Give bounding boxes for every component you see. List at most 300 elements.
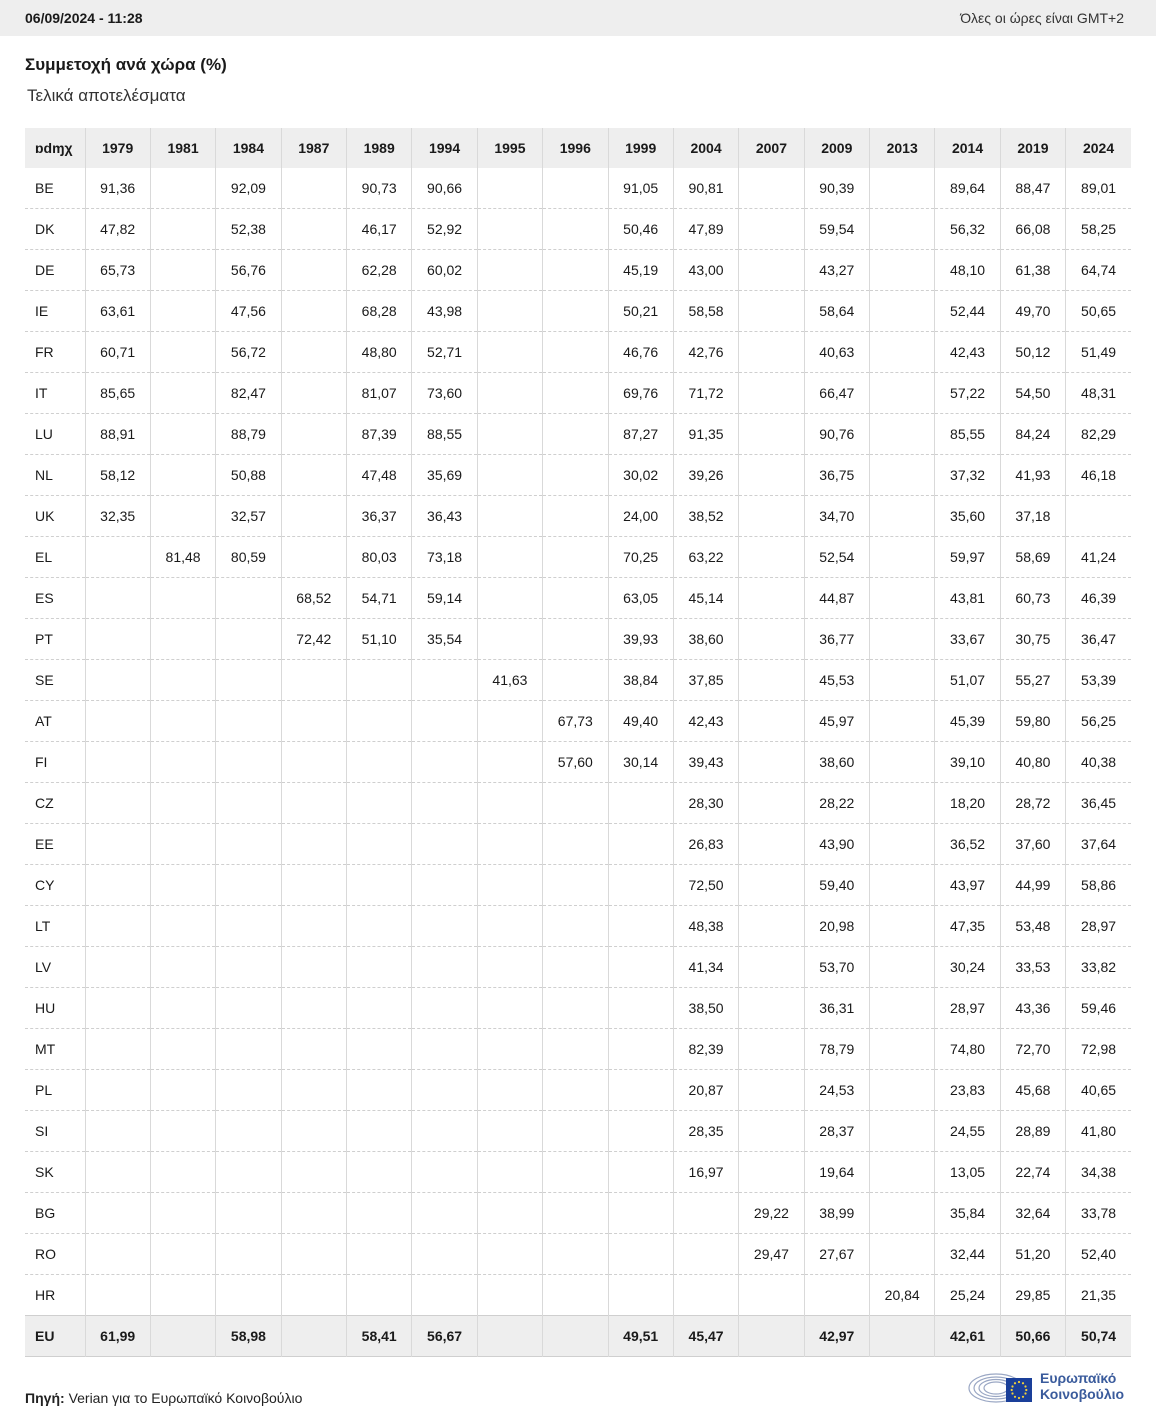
table-cell: 80,59 bbox=[216, 537, 281, 578]
table-cell: 43,98 bbox=[412, 291, 477, 332]
table-cell: 50,46 bbox=[608, 209, 673, 250]
logo-line-2: Κοινοβούλιο bbox=[1040, 1386, 1125, 1402]
table-cell bbox=[477, 209, 542, 250]
table-cell bbox=[477, 742, 542, 783]
table-cell bbox=[870, 824, 935, 865]
table-cell: 30,24 bbox=[935, 947, 1000, 988]
table-cell bbox=[477, 291, 542, 332]
table-cell bbox=[543, 865, 608, 906]
table-row bbox=[25, 824, 1131, 865]
table-cell: 52,40 bbox=[1066, 1234, 1131, 1275]
table-cell: 36,47 bbox=[1066, 619, 1131, 660]
table-cell bbox=[412, 1234, 477, 1275]
table-cell bbox=[870, 865, 935, 906]
table-cell: 45,39 bbox=[935, 701, 1000, 742]
table-cell bbox=[281, 865, 346, 906]
table-cell bbox=[347, 824, 412, 865]
total-cell: 61,99 bbox=[85, 1316, 150, 1357]
table-cell: 41,24 bbox=[1066, 537, 1131, 578]
table-cell bbox=[543, 1275, 608, 1316]
table-cell: 62,28 bbox=[347, 250, 412, 291]
table-cell: 67,73 bbox=[543, 701, 608, 742]
table-cell bbox=[150, 701, 215, 742]
table-cell bbox=[870, 1193, 935, 1234]
table-cell bbox=[412, 1193, 477, 1234]
table-cell bbox=[477, 578, 542, 619]
table-cell bbox=[543, 455, 608, 496]
table-cell: 29,85 bbox=[1000, 1275, 1065, 1316]
total-cell: 50,66 bbox=[1000, 1316, 1065, 1357]
table-cell bbox=[673, 1193, 738, 1234]
table-cell bbox=[870, 537, 935, 578]
table-cell: 90,73 bbox=[347, 168, 412, 209]
table-cell: 63,22 bbox=[673, 537, 738, 578]
table-cell: 22,74 bbox=[1000, 1152, 1065, 1193]
table-cell bbox=[477, 455, 542, 496]
table-cell: 47,56 bbox=[216, 291, 281, 332]
table-cell bbox=[1066, 496, 1131, 537]
table-cell: 45,14 bbox=[673, 578, 738, 619]
table-cell bbox=[85, 988, 150, 1029]
table-cell bbox=[477, 537, 542, 578]
table-cell bbox=[739, 291, 804, 332]
table-cell: 36,31 bbox=[804, 988, 869, 1029]
table-cell: 37,32 bbox=[935, 455, 1000, 496]
table-cell: 50,65 bbox=[1066, 291, 1131, 332]
table-cell: 46,18 bbox=[1066, 455, 1131, 496]
table-cell: 40,63 bbox=[804, 332, 869, 373]
table-cell: 13,05 bbox=[935, 1152, 1000, 1193]
table-cell bbox=[608, 906, 673, 947]
table-cell: 46,39 bbox=[1066, 578, 1131, 619]
table-cell bbox=[281, 455, 346, 496]
table-cell bbox=[281, 701, 346, 742]
table-cell: 55,27 bbox=[1000, 660, 1065, 701]
table-cell: 47,35 bbox=[935, 906, 1000, 947]
table-cell: 20,87 bbox=[673, 1070, 738, 1111]
table-cell bbox=[85, 578, 150, 619]
column-header-2007: 2007 bbox=[739, 128, 804, 168]
table-cell: 36,75 bbox=[804, 455, 869, 496]
table-cell bbox=[85, 947, 150, 988]
table-cell bbox=[85, 701, 150, 742]
table-cell bbox=[216, 742, 281, 783]
table-cell bbox=[543, 209, 608, 250]
table-cell bbox=[870, 947, 935, 988]
table-cell bbox=[281, 1070, 346, 1111]
table-cell bbox=[281, 496, 346, 537]
table-cell bbox=[739, 496, 804, 537]
source-note bbox=[25, 1390, 302, 1406]
table-cell bbox=[216, 1152, 281, 1193]
table-cell bbox=[477, 783, 542, 824]
table-cell: 71,72 bbox=[673, 373, 738, 414]
country-code: EE bbox=[35, 836, 54, 852]
table-cell bbox=[739, 250, 804, 291]
table-cell bbox=[870, 578, 935, 619]
country-code: HU bbox=[35, 1000, 56, 1016]
table-cell bbox=[870, 291, 935, 332]
total-cell: 45,47 bbox=[673, 1316, 738, 1357]
table-cell: 39,10 bbox=[935, 742, 1000, 783]
turnout-table bbox=[25, 128, 1131, 1357]
country-code: LU bbox=[35, 426, 53, 442]
table-cell: 81,48 bbox=[150, 537, 215, 578]
table-cell: 43,90 bbox=[804, 824, 869, 865]
table-cell: 39,43 bbox=[673, 742, 738, 783]
table-cell bbox=[347, 1070, 412, 1111]
table-cell: 52,71 bbox=[412, 332, 477, 373]
table-cell bbox=[150, 1152, 215, 1193]
table-cell bbox=[543, 988, 608, 1029]
country-code: PT bbox=[35, 631, 53, 647]
country-code: FR bbox=[35, 344, 54, 360]
country-code: MT bbox=[35, 1041, 56, 1057]
table-row bbox=[25, 1070, 1131, 1111]
table-cell: 30,14 bbox=[608, 742, 673, 783]
column-header-2009: 2009 bbox=[804, 128, 869, 168]
table-cell bbox=[412, 660, 477, 701]
table-cell bbox=[739, 824, 804, 865]
table-cell bbox=[281, 1193, 346, 1234]
table-cell: 42,43 bbox=[673, 701, 738, 742]
table-cell bbox=[281, 291, 346, 332]
total-cell bbox=[281, 1316, 346, 1357]
table-cell bbox=[870, 1234, 935, 1275]
table-cell: 59,97 bbox=[935, 537, 1000, 578]
table-cell: 26,83 bbox=[673, 824, 738, 865]
table-cell bbox=[739, 373, 804, 414]
table-cell: 35,69 bbox=[412, 455, 477, 496]
table-row bbox=[25, 783, 1131, 824]
table-cell: 41,93 bbox=[1000, 455, 1065, 496]
table-cell bbox=[477, 250, 542, 291]
table-row bbox=[25, 1029, 1131, 1070]
table-cell: 42,43 bbox=[935, 332, 1000, 373]
table-cell bbox=[870, 660, 935, 701]
table-cell bbox=[543, 1111, 608, 1152]
table-cell: 78,79 bbox=[804, 1029, 869, 1070]
table-cell bbox=[543, 947, 608, 988]
table-cell: 45,53 bbox=[804, 660, 869, 701]
table-cell bbox=[870, 783, 935, 824]
table-cell bbox=[281, 1152, 346, 1193]
country-code: DE bbox=[35, 262, 55, 278]
total-cell: 56,67 bbox=[412, 1316, 477, 1357]
total-cell: 50,74 bbox=[1066, 1316, 1131, 1357]
table-cell bbox=[150, 947, 215, 988]
table-cell: 43,00 bbox=[673, 250, 738, 291]
table-cell bbox=[608, 988, 673, 1029]
table-cell bbox=[281, 783, 346, 824]
table-cell: 56,72 bbox=[216, 332, 281, 373]
table-cell: 90,76 bbox=[804, 414, 869, 455]
table-cell bbox=[608, 1275, 673, 1316]
table-cell bbox=[870, 250, 935, 291]
table-cell: 40,80 bbox=[1000, 742, 1065, 783]
table-cell: 88,47 bbox=[1000, 168, 1065, 209]
table-cell bbox=[673, 1234, 738, 1275]
table-cell bbox=[739, 701, 804, 742]
table-cell bbox=[150, 1111, 215, 1152]
table-cell: 72,42 bbox=[281, 619, 346, 660]
table-cell: 40,65 bbox=[1066, 1070, 1131, 1111]
column-header-2014: 2014 bbox=[935, 128, 1000, 168]
table-cell bbox=[216, 619, 281, 660]
table-cell bbox=[85, 619, 150, 660]
table-row bbox=[25, 742, 1131, 783]
table-cell: 58,25 bbox=[1066, 209, 1131, 250]
table-cell bbox=[150, 578, 215, 619]
table-cell: 82,29 bbox=[1066, 414, 1131, 455]
table-cell: 66,47 bbox=[804, 373, 869, 414]
table-cell bbox=[543, 414, 608, 455]
total-label: EU bbox=[35, 1328, 55, 1344]
table-cell bbox=[477, 1029, 542, 1070]
column-header-2013: 2013 bbox=[870, 128, 935, 168]
table-cell: 36,37 bbox=[347, 496, 412, 537]
table-cell bbox=[85, 1029, 150, 1070]
table-cell bbox=[347, 947, 412, 988]
table-cell bbox=[477, 414, 542, 455]
table-cell bbox=[870, 209, 935, 250]
table-cell bbox=[477, 168, 542, 209]
table-cell: 56,25 bbox=[1066, 701, 1131, 742]
table-cell bbox=[543, 824, 608, 865]
table-cell bbox=[150, 291, 215, 332]
table-cell bbox=[216, 1275, 281, 1316]
column-header-1996: 1996 bbox=[543, 128, 608, 168]
table-cell: 41,63 bbox=[477, 660, 542, 701]
table-cell bbox=[739, 537, 804, 578]
table-cell bbox=[543, 619, 608, 660]
country-code: SI bbox=[35, 1123, 49, 1139]
table-cell: 32,57 bbox=[216, 496, 281, 537]
table-cell: 28,89 bbox=[1000, 1111, 1065, 1152]
table-cell bbox=[739, 414, 804, 455]
country-code: DK bbox=[35, 221, 55, 237]
table-cell bbox=[347, 783, 412, 824]
table-cell: 38,99 bbox=[804, 1193, 869, 1234]
country-code: SK bbox=[35, 1164, 54, 1180]
table-cell bbox=[85, 906, 150, 947]
table-cell: 60,73 bbox=[1000, 578, 1065, 619]
country-code: FI bbox=[35, 754, 48, 770]
table-cell: 20,84 bbox=[870, 1275, 935, 1316]
table-cell: 33,53 bbox=[1000, 947, 1065, 988]
table-cell: 35,60 bbox=[935, 496, 1000, 537]
total-cell bbox=[543, 1316, 608, 1357]
table-cell bbox=[543, 906, 608, 947]
table-cell bbox=[412, 824, 477, 865]
table-cell bbox=[543, 332, 608, 373]
table-cell bbox=[150, 414, 215, 455]
table-cell: 43,97 bbox=[935, 865, 1000, 906]
page-title: Συμμετοχή ανά χώρα (%) bbox=[25, 55, 227, 74]
table-cell bbox=[739, 332, 804, 373]
table-cell bbox=[281, 906, 346, 947]
table-cell: 59,14 bbox=[412, 578, 477, 619]
table-cell bbox=[150, 988, 215, 1029]
total-cell bbox=[870, 1316, 935, 1357]
table-cell bbox=[281, 1029, 346, 1070]
table-cell bbox=[739, 865, 804, 906]
table-cell: 50,21 bbox=[608, 291, 673, 332]
table-cell: 73,18 bbox=[412, 537, 477, 578]
table-cell: 72,98 bbox=[1066, 1029, 1131, 1070]
table-header-row bbox=[25, 128, 1131, 168]
table-cell: 36,52 bbox=[935, 824, 1000, 865]
table-cell bbox=[216, 865, 281, 906]
table-cell bbox=[85, 824, 150, 865]
table-cell bbox=[150, 660, 215, 701]
table-cell: 87,39 bbox=[347, 414, 412, 455]
table-cell bbox=[412, 947, 477, 988]
table-cell bbox=[608, 947, 673, 988]
table-cell: 87,27 bbox=[608, 414, 673, 455]
table-cell bbox=[543, 168, 608, 209]
table-cell bbox=[543, 1029, 608, 1070]
table-cell bbox=[150, 373, 215, 414]
table-cell: 19,64 bbox=[804, 1152, 869, 1193]
table-cell bbox=[281, 988, 346, 1029]
table-cell: 64,74 bbox=[1066, 250, 1131, 291]
table-cell bbox=[150, 824, 215, 865]
table-row bbox=[25, 414, 1131, 455]
corner-label: ɒdɱχ bbox=[35, 140, 73, 156]
table-cell: 52,44 bbox=[935, 291, 1000, 332]
country-code: IT bbox=[35, 385, 48, 401]
column-header-1994: 1994 bbox=[412, 128, 477, 168]
table-cell bbox=[543, 660, 608, 701]
country-code: LT bbox=[35, 918, 51, 934]
table-cell bbox=[477, 332, 542, 373]
table-cell: 58,64 bbox=[804, 291, 869, 332]
table-cell: 56,76 bbox=[216, 250, 281, 291]
table-cell bbox=[739, 660, 804, 701]
table-cell: 24,00 bbox=[608, 496, 673, 537]
table-cell: 60,02 bbox=[412, 250, 477, 291]
table-cell bbox=[347, 1234, 412, 1275]
table-row bbox=[25, 455, 1131, 496]
logo-line-1: Ευρωπαϊκό bbox=[1040, 1370, 1117, 1386]
table-cell: 90,81 bbox=[673, 168, 738, 209]
table-cell bbox=[870, 701, 935, 742]
table-cell bbox=[870, 414, 935, 455]
table-row bbox=[25, 619, 1131, 660]
table-cell bbox=[477, 1152, 542, 1193]
table-cell bbox=[85, 783, 150, 824]
table-cell bbox=[739, 209, 804, 250]
table-cell: 41,34 bbox=[673, 947, 738, 988]
table-cell bbox=[150, 783, 215, 824]
table-cell bbox=[412, 1111, 477, 1152]
table-cell bbox=[543, 1234, 608, 1275]
table-cell bbox=[543, 250, 608, 291]
table-cell: 50,12 bbox=[1000, 332, 1065, 373]
column-header-1984: 1984 bbox=[216, 128, 281, 168]
table-cell: 41,80 bbox=[1066, 1111, 1131, 1152]
table-cell: 68,28 bbox=[347, 291, 412, 332]
table-cell: 59,80 bbox=[1000, 701, 1065, 742]
column-header-1999: 1999 bbox=[608, 128, 673, 168]
table-cell bbox=[150, 209, 215, 250]
table-cell: 35,54 bbox=[412, 619, 477, 660]
table-cell: 89,01 bbox=[1066, 168, 1131, 209]
table-cell bbox=[543, 291, 608, 332]
table-cell bbox=[608, 1070, 673, 1111]
table-cell: 33,67 bbox=[935, 619, 1000, 660]
table-cell: 82,39 bbox=[673, 1029, 738, 1070]
table-cell: 48,38 bbox=[673, 906, 738, 947]
table-total-row bbox=[25, 1316, 1131, 1357]
table-cell: 43,36 bbox=[1000, 988, 1065, 1029]
total-cell bbox=[739, 1316, 804, 1357]
table-cell: 63,61 bbox=[85, 291, 150, 332]
table-row bbox=[25, 1275, 1131, 1316]
table-cell bbox=[216, 824, 281, 865]
table-cell bbox=[281, 1234, 346, 1275]
table-cell: 37,60 bbox=[1000, 824, 1065, 865]
european-parliament-logo bbox=[968, 1366, 1138, 1406]
table-cell bbox=[608, 1152, 673, 1193]
table-cell bbox=[85, 742, 150, 783]
table-cell: 52,54 bbox=[804, 537, 869, 578]
table-cell: 39,93 bbox=[608, 619, 673, 660]
table-cell bbox=[739, 1070, 804, 1111]
table-cell: 91,05 bbox=[608, 168, 673, 209]
table-cell bbox=[150, 332, 215, 373]
table-cell: 30,02 bbox=[608, 455, 673, 496]
table-cell bbox=[85, 1111, 150, 1152]
table-cell: 73,60 bbox=[412, 373, 477, 414]
table-cell bbox=[543, 578, 608, 619]
table-cell: 33,82 bbox=[1066, 947, 1131, 988]
table-cell: 58,12 bbox=[85, 455, 150, 496]
table-cell: 90,39 bbox=[804, 168, 869, 209]
table-cell bbox=[150, 865, 215, 906]
table-cell: 36,77 bbox=[804, 619, 869, 660]
table-cell bbox=[281, 209, 346, 250]
country-code: CY bbox=[35, 877, 55, 893]
table-cell bbox=[412, 701, 477, 742]
table-cell bbox=[543, 1193, 608, 1234]
table-cell: 29,47 bbox=[739, 1234, 804, 1275]
table-cell bbox=[347, 1111, 412, 1152]
country-code: BE bbox=[35, 180, 54, 196]
table-cell bbox=[281, 1275, 346, 1316]
table-cell: 38,60 bbox=[804, 742, 869, 783]
table-cell: 37,64 bbox=[1066, 824, 1131, 865]
table-cell bbox=[216, 906, 281, 947]
country-code: AT bbox=[35, 713, 52, 729]
table-cell: 28,97 bbox=[1066, 906, 1131, 947]
table-cell: 21,35 bbox=[1066, 1275, 1131, 1316]
table-cell: 23,83 bbox=[935, 1070, 1000, 1111]
table-cell: 53,39 bbox=[1066, 660, 1131, 701]
table-cell bbox=[412, 783, 477, 824]
table-cell: 54,50 bbox=[1000, 373, 1065, 414]
table-cell: 28,97 bbox=[935, 988, 1000, 1029]
table-cell bbox=[739, 742, 804, 783]
table-cell: 58,69 bbox=[1000, 537, 1065, 578]
table-cell bbox=[216, 988, 281, 1029]
table-row bbox=[25, 701, 1131, 742]
table-cell: 85,55 bbox=[935, 414, 1000, 455]
table-cell bbox=[673, 1275, 738, 1316]
table-cell: 88,91 bbox=[85, 414, 150, 455]
table-cell bbox=[870, 455, 935, 496]
